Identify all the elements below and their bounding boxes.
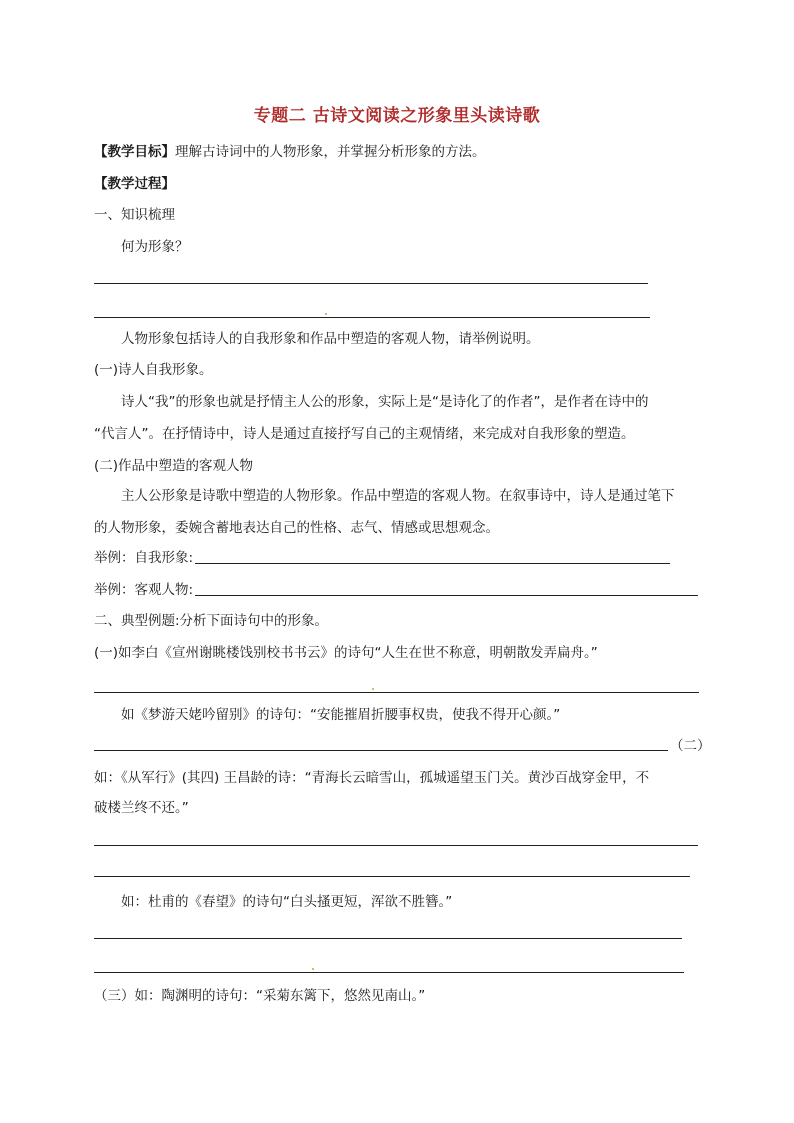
paragraph-line: 诗人“我”的形象也就是抒情主人公的形象，实际上是“是诗化了的作者”，是作者在诗中的 (121, 394, 649, 410)
goal-text: 理解古诗词中的人物形象，并掌握分析形象的方法。 (175, 144, 486, 160)
question-wang-changling (94, 768, 704, 818)
paragraph-line: 如：《从军行》(其四) 王昌龄的诗：“青海长云暗雪山，孤城遥望玉门关。黄沙百战穿金甲，不 (94, 770, 650, 786)
paragraph-line: 的人物形象，委婉含蓄地表达自己的性格、志气、情感或思想观念。 (94, 520, 499, 536)
page-title: 专题二 古诗文阅读之形象里头读诗歌 (253, 106, 541, 126)
example-self-image-row (94, 548, 670, 568)
question-du-fu: 如：杜甫的《春望》的诗句“白头搔更短，浑欲不胜簪。” (121, 894, 453, 910)
scan-dot (372, 688, 374, 690)
scan-dot (312, 968, 314, 970)
answer-line[interactable] (94, 317, 650, 318)
objective-figure-paragraph (94, 486, 704, 538)
answer-line[interactable] (94, 845, 698, 846)
paragraph-line: 主人公形象是诗歌中塑造的人物形象。作品中塑造的客观人物。在叙事诗中，诗人是通过笔下 (121, 488, 675, 504)
subheading-objective-figure: (二)作品中塑造的客观人物 (94, 458, 254, 474)
question-li-bai: (一)如李白《宣州谢眺楼饯别校书书云》的诗句“人生在世不称意，明朝散发弄扁舟。” (94, 645, 598, 661)
answer-line[interactable] (94, 283, 648, 284)
answer-line[interactable] (94, 972, 684, 973)
scan-dot (325, 313, 327, 315)
section-1-heading: 一、知识梳理 (94, 207, 175, 223)
answer-line[interactable] (94, 750, 668, 751)
answer-line[interactable] (94, 876, 690, 877)
fill-in-blank[interactable] (195, 595, 698, 596)
goal-tag: 【教学目标】 (94, 144, 175, 160)
paragraph-line: “代言人”。在抒情诗中，诗人是通过直接抒写自己的主观情绪，来完成对自我形象的塑造。 (94, 426, 635, 442)
example-label: 举例：自我形象: (94, 550, 194, 566)
question-2-marker: （二） (670, 738, 711, 754)
paragraph-line: 破楼兰终不还。” (94, 800, 189, 816)
question-tao-yuanming: （三）如：陶渊明的诗句：“采菊东篱下，悠然见南山。” (94, 988, 426, 1004)
teaching-goal (94, 142, 486, 162)
answer-line[interactable] (94, 938, 682, 939)
subheading-self-image: (一)诗人自我形象。 (94, 362, 213, 378)
section-2-heading: 二、典型例题:分析下面诗句中的形象。 (94, 613, 329, 629)
process-tag: 【教学过程】 (94, 176, 175, 192)
question-mengyou: 如《梦游天姥吟留别》的诗句：“安能摧眉折腰事权贵，使我不得开心颜。” (121, 707, 561, 723)
fill-in-blank[interactable] (195, 563, 670, 564)
self-image-paragraph (94, 392, 704, 444)
question-what-is-image: 何为形象？ (121, 239, 189, 255)
answer-line[interactable] (94, 692, 699, 693)
example-objective-row (94, 580, 698, 600)
intro-paragraph: 人物形象包括诗人的自我形象和作品中塑造的客观人物，请举例说明。 (121, 331, 540, 347)
example-label: 举例：客观人物: (94, 582, 194, 598)
